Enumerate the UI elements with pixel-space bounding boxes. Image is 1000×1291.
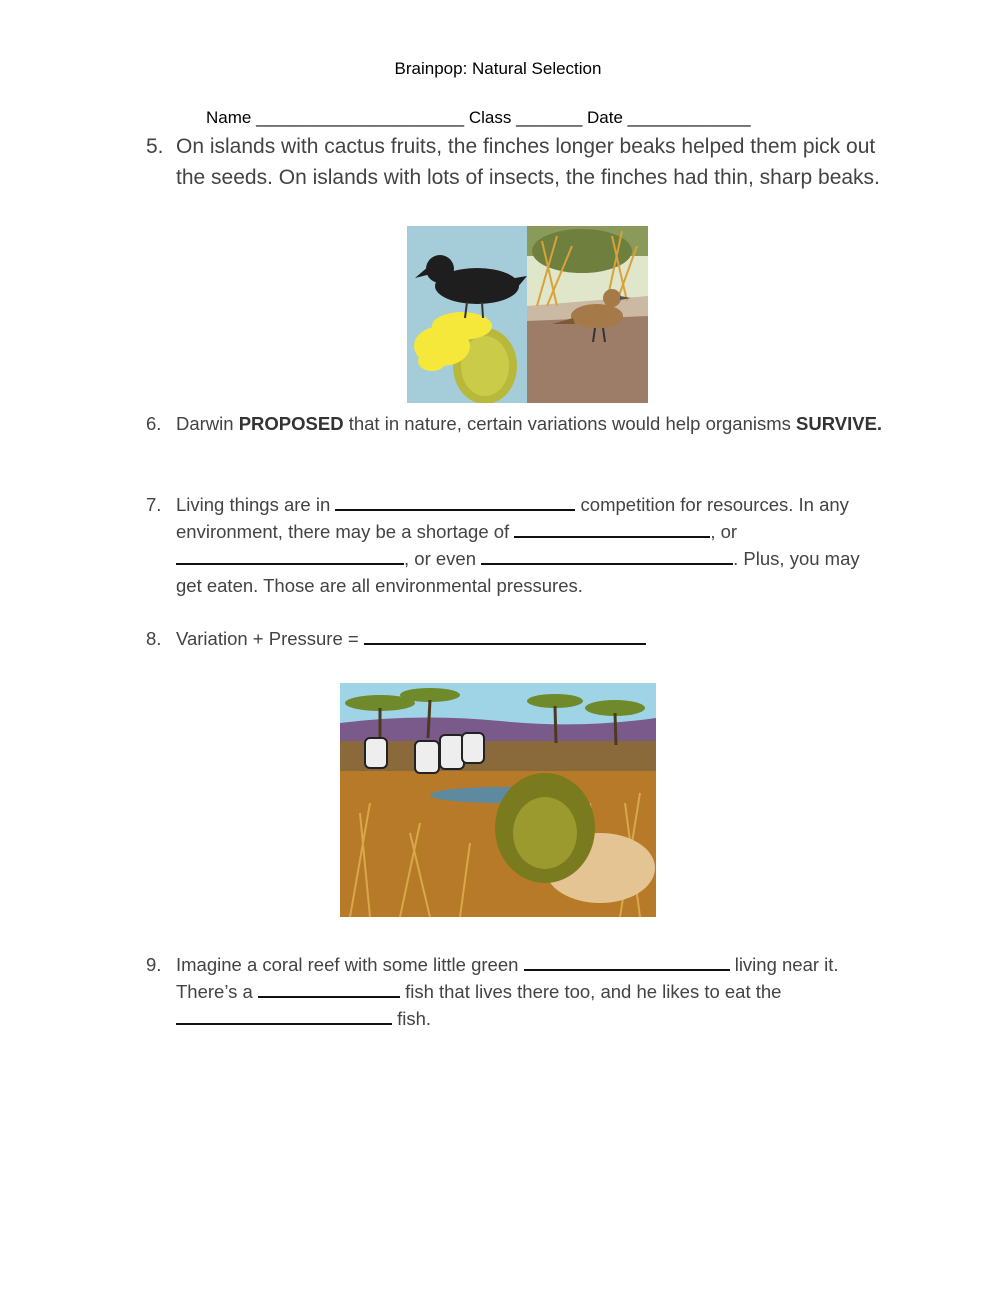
date-blank[interactable]: _____________	[627, 108, 751, 127]
name-blank[interactable]: ______________________	[256, 108, 465, 127]
blank-shortage-3[interactable]	[481, 547, 733, 565]
blank-little-fish[interactable]	[524, 953, 730, 971]
text-segment: fish.	[392, 1008, 432, 1029]
question-text	[176, 491, 886, 599]
blank-shortage-2[interactable]	[176, 547, 404, 565]
question-number: 6.	[146, 413, 162, 434]
text-segment: , or	[710, 521, 738, 542]
date-label: Date	[587, 108, 623, 127]
question-6	[146, 410, 886, 437]
student-info-line	[206, 108, 751, 128]
text-segment: that in nature, certain variations would help organisms	[343, 413, 797, 434]
blank-answer[interactable]	[364, 627, 646, 645]
question-9	[146, 951, 886, 1032]
question-number: 9.	[146, 954, 162, 975]
text-segment: fish that lives there too, and he likes to eat the	[399, 981, 782, 1002]
name-label: Name	[206, 108, 252, 127]
text-segment: living near it. There’s a	[176, 954, 839, 1002]
question-text: On islands with cactus fruits, the finches longer beaks helped them pick out the seeds. On islands with lots of insects, the finches had thin, sharp beaks.	[176, 135, 880, 189]
text-segment: competition for resources. In any environment, there may be a shortage of	[176, 494, 849, 542]
text-segment: . Plus, you may get eaten. Those are all environmental pressures.	[176, 548, 860, 596]
blank-competition[interactable]	[335, 493, 575, 511]
blank-prey-fish[interactable]	[176, 1007, 392, 1025]
page-title: Brainpop: Natural Selection	[394, 59, 602, 78]
blank-shortage-1[interactable]	[514, 520, 710, 538]
text-segment: Variation + Pressure =	[176, 628, 364, 649]
text-segment: Darwin	[176, 413, 239, 434]
savanna-lion-zebras-image	[340, 683, 656, 917]
text-segment: , or even	[404, 548, 482, 569]
question-text	[176, 951, 886, 1032]
keyword-proposed: PROPOSED	[238, 413, 344, 434]
blank-predator-fish[interactable]	[258, 980, 400, 998]
question-8	[146, 625, 886, 652]
question-text	[176, 410, 886, 437]
text-segment: Living things are in	[176, 494, 336, 515]
text-segment: Imagine a coral reef with some little green	[176, 954, 524, 975]
question-5	[146, 132, 886, 193]
class-blank[interactable]: _______	[516, 108, 583, 127]
question-number: 8.	[146, 628, 162, 649]
question-number: 5.	[146, 135, 164, 158]
keyword-survive: SURVIVE.	[796, 413, 883, 434]
question-7	[146, 491, 886, 599]
finches-image	[407, 226, 648, 403]
question-number: 7.	[146, 494, 162, 515]
class-label: Class	[468, 108, 512, 127]
question-text	[176, 625, 886, 652]
